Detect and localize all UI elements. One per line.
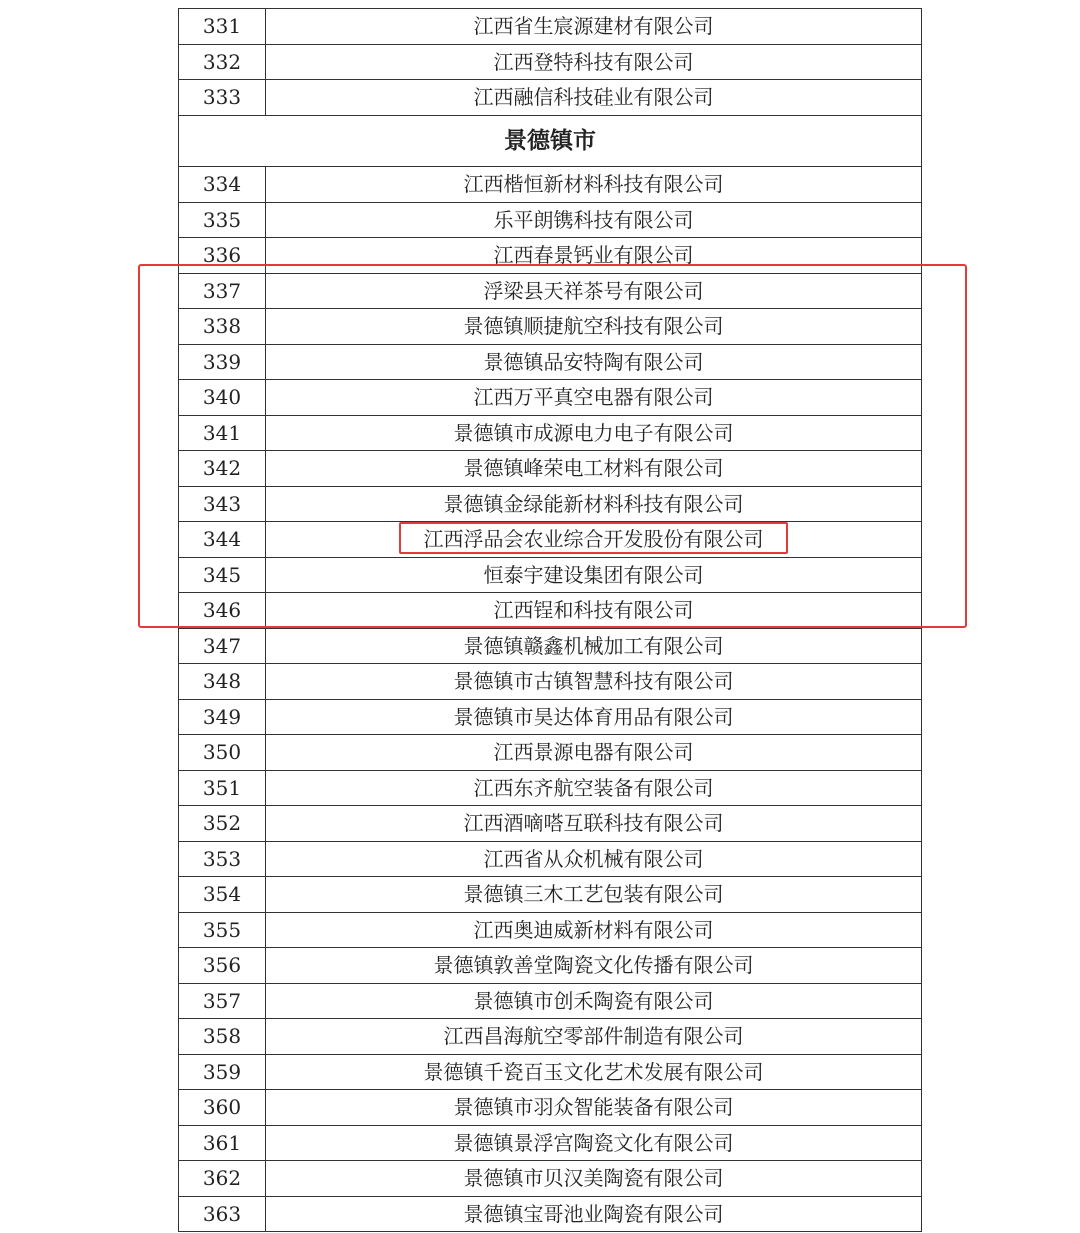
table-row xyxy=(179,557,922,593)
table-row xyxy=(179,983,922,1019)
company-name: 江西春景钙业有限公司 xyxy=(266,238,922,274)
table-row xyxy=(179,1196,922,1232)
table-row xyxy=(179,1125,922,1161)
table-row xyxy=(179,1161,922,1197)
row-number: 338 xyxy=(179,309,266,345)
row-number: 353 xyxy=(179,841,266,877)
table-row xyxy=(179,912,922,948)
row-number: 355 xyxy=(179,912,266,948)
company-name: 江西景源电器有限公司 xyxy=(266,735,922,771)
company-name: 江西省生宸源建材有限公司 xyxy=(266,9,922,45)
table-row xyxy=(179,1054,922,1090)
table-row xyxy=(179,699,922,735)
row-number: 352 xyxy=(179,806,266,842)
company-name: 景德镇敦善堂陶瓷文化传播有限公司 xyxy=(266,948,922,984)
row-number: 357 xyxy=(179,983,266,1019)
row-number: 341 xyxy=(179,415,266,451)
row-number: 349 xyxy=(179,699,266,735)
company-name: 景德镇峰荣电工材料有限公司 xyxy=(266,451,922,487)
section-title: 景德镇市 xyxy=(179,115,922,167)
company-name: 江西锃和科技有限公司 xyxy=(266,593,922,629)
row-number: 346 xyxy=(179,593,266,629)
row-number: 350 xyxy=(179,735,266,771)
table-body xyxy=(179,9,922,1232)
company-name: 景德镇市成源电力电子有限公司 xyxy=(266,415,922,451)
company-name: 乐平朗镌科技有限公司 xyxy=(266,202,922,238)
company-name: 浮梁县天祥茶号有限公司 xyxy=(266,273,922,309)
company-name: 江西奥迪威新材料有限公司 xyxy=(266,912,922,948)
company-name: 江西浮品会农业综合开发股份有限公司 xyxy=(266,522,922,558)
table-row xyxy=(179,806,922,842)
table-row xyxy=(179,841,922,877)
table-row xyxy=(179,486,922,522)
table-row xyxy=(179,628,922,664)
table-row xyxy=(179,238,922,274)
company-name: 景德镇市贝汉美陶瓷有限公司 xyxy=(266,1161,922,1197)
table-row xyxy=(179,80,922,116)
row-number: 336 xyxy=(179,238,266,274)
row-number: 348 xyxy=(179,664,266,700)
table-row xyxy=(179,202,922,238)
table-row xyxy=(179,1019,922,1055)
company-name: 江西楷恒新材料科技有限公司 xyxy=(266,167,922,203)
table-row xyxy=(179,522,922,558)
company-name: 江西省从众机械有限公司 xyxy=(266,841,922,877)
company-name: 景德镇品安特陶有限公司 xyxy=(266,344,922,380)
company-name: 景德镇三木工艺包装有限公司 xyxy=(266,877,922,913)
table-row xyxy=(179,877,922,913)
row-number: 333 xyxy=(179,80,266,116)
row-number: 339 xyxy=(179,344,266,380)
row-number: 332 xyxy=(179,44,266,80)
table-row xyxy=(179,273,922,309)
row-number: 363 xyxy=(179,1196,266,1232)
row-number: 360 xyxy=(179,1090,266,1126)
row-number: 354 xyxy=(179,877,266,913)
table-row xyxy=(179,664,922,700)
row-number: 358 xyxy=(179,1019,266,1055)
row-number: 344 xyxy=(179,522,266,558)
table-row xyxy=(179,593,922,629)
company-name: 景德镇宝哥池业陶瓷有限公司 xyxy=(266,1196,922,1232)
company-name: 景德镇市创禾陶瓷有限公司 xyxy=(266,983,922,1019)
company-name: 江西东齐航空装备有限公司 xyxy=(266,770,922,806)
company-name: 景德镇市羽众智能装备有限公司 xyxy=(266,1090,922,1126)
company-name: 恒泰宇建设集团有限公司 xyxy=(266,557,922,593)
company-name: 江西万平真空电器有限公司 xyxy=(266,380,922,416)
table-row xyxy=(179,1090,922,1126)
row-number: 362 xyxy=(179,1161,266,1197)
table-row xyxy=(179,451,922,487)
company-name: 江西酒嘀嗒互联科技有限公司 xyxy=(266,806,922,842)
company-name: 景德镇赣鑫机械加工有限公司 xyxy=(266,628,922,664)
company-name: 江西融信科技硅业有限公司 xyxy=(266,80,922,116)
company-name: 景德镇金绿能新材料科技有限公司 xyxy=(266,486,922,522)
table-row xyxy=(179,309,922,345)
row-number: 337 xyxy=(179,273,266,309)
company-name: 景德镇顺捷航空科技有限公司 xyxy=(266,309,922,345)
section-row xyxy=(179,115,922,167)
table-row xyxy=(179,948,922,984)
company-list-table xyxy=(178,8,922,1232)
table-row xyxy=(179,167,922,203)
row-number: 359 xyxy=(179,1054,266,1090)
row-number: 347 xyxy=(179,628,266,664)
company-name: 江西昌海航空零部件制造有限公司 xyxy=(266,1019,922,1055)
row-number: 351 xyxy=(179,770,266,806)
row-number: 331 xyxy=(179,9,266,45)
table-row xyxy=(179,9,922,45)
row-number: 356 xyxy=(179,948,266,984)
row-number: 335 xyxy=(179,202,266,238)
row-number: 361 xyxy=(179,1125,266,1161)
row-number: 342 xyxy=(179,451,266,487)
row-number: 345 xyxy=(179,557,266,593)
table-row xyxy=(179,380,922,416)
row-number: 334 xyxy=(179,167,266,203)
company-name: 景德镇市古镇智慧科技有限公司 xyxy=(266,664,922,700)
company-name: 江西登特科技有限公司 xyxy=(266,44,922,80)
table-row xyxy=(179,344,922,380)
table-row xyxy=(179,770,922,806)
company-name: 景德镇景浮宫陶瓷文化有限公司 xyxy=(266,1125,922,1161)
row-number: 343 xyxy=(179,486,266,522)
table-row xyxy=(179,735,922,771)
row-number: 340 xyxy=(179,380,266,416)
table-row xyxy=(179,415,922,451)
table-row xyxy=(179,44,922,80)
company-name: 景德镇千瓷百玉文化艺术发展有限公司 xyxy=(266,1054,922,1090)
company-name: 景德镇市昊达体育用品有限公司 xyxy=(266,699,922,735)
